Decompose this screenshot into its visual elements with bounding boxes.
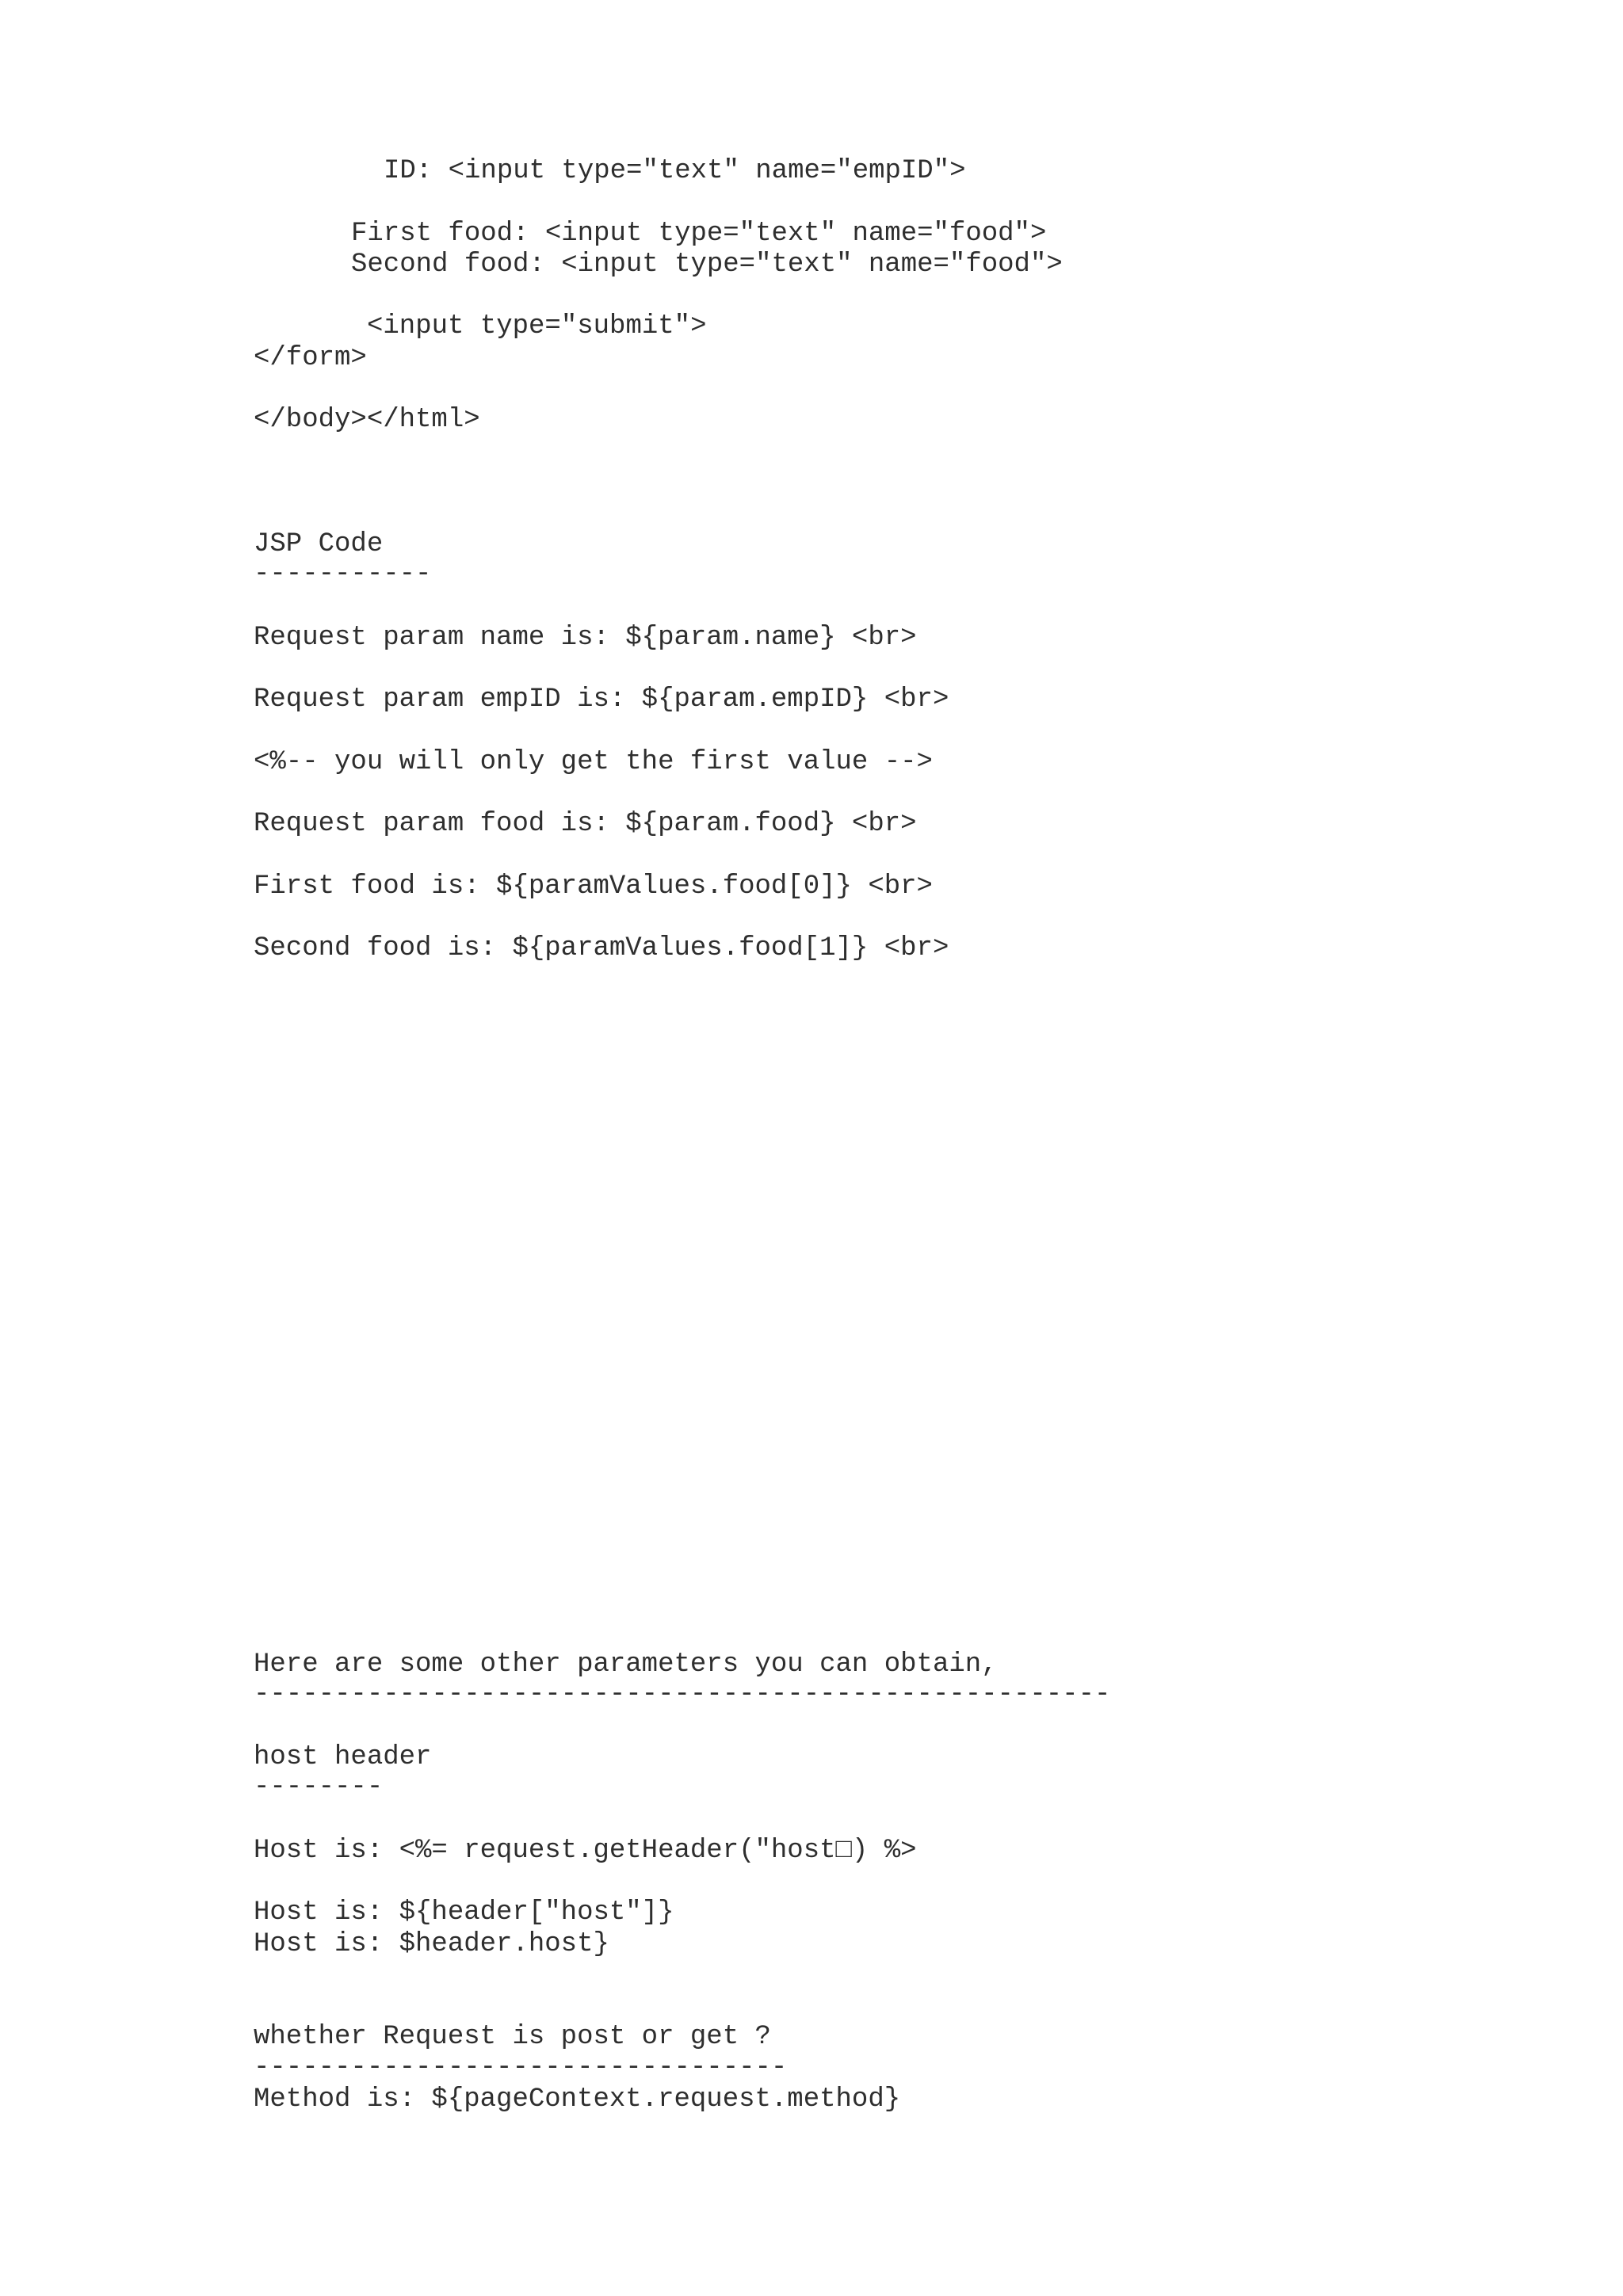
jsp-code-line: Request param empID is: ${param.empID} <br> bbox=[254, 685, 949, 715]
code-line-submit-input: <input type="submit"> bbox=[367, 311, 707, 341]
method-section-underline: --------------------------------- bbox=[254, 2053, 788, 2083]
jsp-code-comment-line: <%-- you will only get the first value --> bbox=[254, 747, 933, 777]
code-line-form-close: </form> bbox=[254, 343, 367, 373]
jsp-code-line: Second food is: ${paramValues.food[1]} <br> bbox=[254, 933, 949, 963]
jsp-section-heading: JSP Code bbox=[254, 529, 384, 559]
host-el-line: Host is: $header.host} bbox=[254, 1929, 609, 1959]
other-params-heading: Here are some other parameters you can obtain, bbox=[254, 1650, 998, 1680]
method-code-line: Method is: ${pageContext.request.method} bbox=[254, 2084, 901, 2115]
host-header-heading: host header bbox=[254, 1742, 432, 1772]
method-section-heading: whether Request is post or get ? bbox=[254, 2022, 771, 2052]
host-el-line: Host is: ${header["host"]} bbox=[254, 1897, 674, 1928]
jsp-section-underline: ----------- bbox=[254, 559, 432, 589]
host-scriptlet-line: Host is: <%= request.getHeader("host□) %> bbox=[254, 1836, 917, 1866]
jsp-code-line: Request param food is: ${param.food} <br> bbox=[254, 809, 917, 839]
code-line-second-food-input: Second food: <input type="text" name="food"> bbox=[351, 250, 1063, 280]
other-params-underline: ----------------------------------------------------- bbox=[254, 1680, 1111, 1710]
host-header-underline: -------- bbox=[254, 1772, 384, 1802]
code-line-body-html-close: </body></html> bbox=[254, 405, 480, 435]
code-line-id-input: ID: <input type="text" name="empID"> bbox=[384, 156, 966, 186]
jsp-code-line: Request param name is: ${param.name} <br> bbox=[254, 623, 917, 653]
jsp-code-line: First food is: ${paramValues.food[0]} <br> bbox=[254, 871, 933, 902]
code-line-first-food-input: First food: <input type="text" name="food"> bbox=[351, 219, 1047, 249]
